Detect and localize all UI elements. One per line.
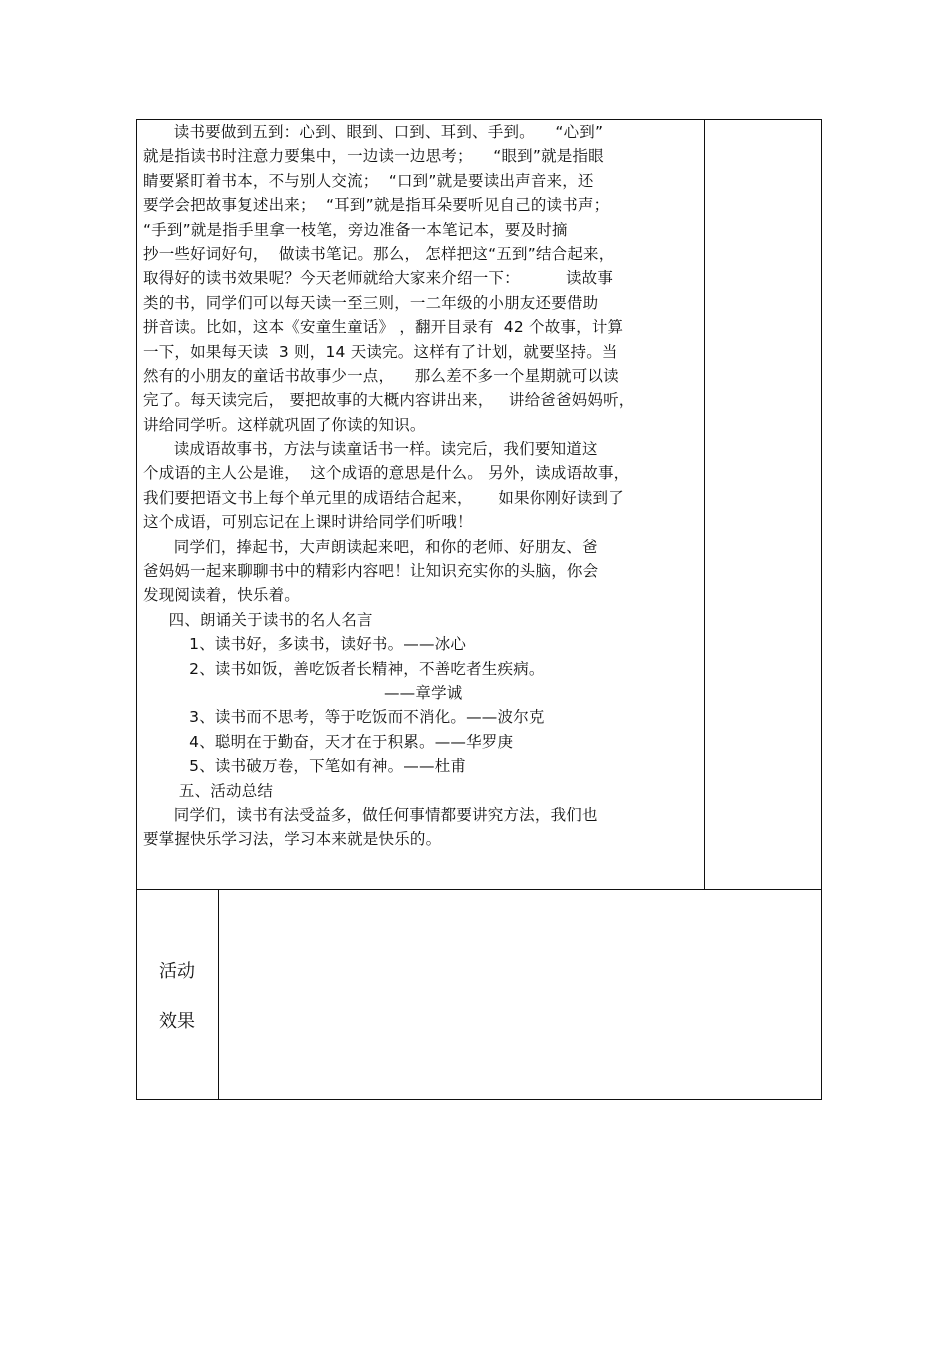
text-line: 抄一些好词好句， 做读书笔记。那么， 怎样把这“五到”结合起来，: [143, 244, 615, 263]
activity-effect-label-line1: 活动: [159, 961, 195, 982]
section-heading: 四、朗诵关于读书的名人名言: [143, 610, 373, 629]
text-line: “手到”就是指手里拿一枝笔，旁边准备一本笔记本，要及时摘: [143, 220, 568, 239]
text-line: 爸妈妈一起来聊聊书中的精彩内容吧！让知识充实你的头脑，你会: [143, 562, 599, 581]
text-line: 一下，如果每天读 3 则，14 天读完。这样有了计划，就要坚持。当: [143, 342, 618, 361]
text-line: 然有的小朋友的童话书故事少一点， 那么差不多一个星期就可以读: [143, 366, 619, 385]
text-line: 要掌握快乐学习法，学习本来就是快乐的。: [143, 830, 442, 849]
lower-table-row: [136, 889, 822, 1100]
text-line: 个成语的主人公是谁， 这个成语的意思是什么。 另外，读成语故事，: [143, 464, 630, 483]
text-line: 类的书，同学们可以每天读一至三则，一二年级的小朋友还要借助: [143, 293, 599, 312]
quote-item: 3、读书而不思考，等于吃饭而不消化。——波尔克: [143, 708, 545, 727]
quote-item: 2、读书如饭，善吃饭者长精神，不善吃者生疾病。: [143, 659, 545, 678]
text-line: 同学们，捧起书，大声朗读起来吧，和你的老师、好朋友、爸: [143, 537, 598, 556]
text-line: 取得好的读书效果呢？今天老师就给大家来介绍一下： 读故事: [143, 269, 614, 288]
text-line: 拼音读。比如，这本《安童生童话》 ，翻开目录有 42 个故事，计算: [143, 318, 624, 337]
quote-item: 1、读书好，多读书，读好书。——冰心: [143, 635, 467, 654]
text-line: 发现阅读着，快乐着。: [143, 586, 301, 605]
upper-right-cell-divider: [704, 119, 705, 890]
quote-attribution: ——章学诚: [143, 683, 463, 702]
text-line: 讲给同学听。这样就巩固了你读的知识。: [143, 415, 426, 434]
text-line: 这个成语，可别忘记在上课时讲给同学们听哦！: [143, 513, 473, 532]
text-line: 读成语故事书，方法与读童话书一样。读完后，我们要知道这: [143, 440, 598, 459]
text-line: 要学会把故事复述出来； “耳到”就是指耳朵要听见自己的读书声；: [143, 196, 610, 215]
text-line: 睛要紧盯着书本，不与别人交流； “口到”就是要读出声音来，还: [143, 171, 594, 190]
text-line: 就是指读书时注意力要集中，一边读一边思考； “眼到”就是指眼: [143, 147, 604, 166]
quote-item: 4、聪明在于勤奋，天才在于积累。——华罗庚: [143, 732, 514, 751]
text-line: 完了。每天读完后， 要把故事的大概内容讲出来， 讲给爸爸妈妈听，: [143, 391, 635, 410]
activity-effect-label-line2: 效果: [159, 1011, 195, 1032]
lower-label-cell-divider: [218, 889, 219, 1100]
text-line: 同学们，读书有法受益多，做任何事情都要讲究方法，我们也: [143, 805, 598, 824]
quote-item: 5、读书破万卷，下笔如有神。——杜甫: [143, 757, 467, 776]
section-heading: 五、活动总结: [143, 781, 274, 800]
text-line: 我们要把语文书上每个单元里的成语结合起来， 如果你刚好读到了: [143, 488, 624, 507]
lesson-text-block: [143, 120, 703, 852]
text-line: 读书要做到五到：心到、眼到、口到、耳到、手到。 “心到”: [143, 123, 604, 141]
